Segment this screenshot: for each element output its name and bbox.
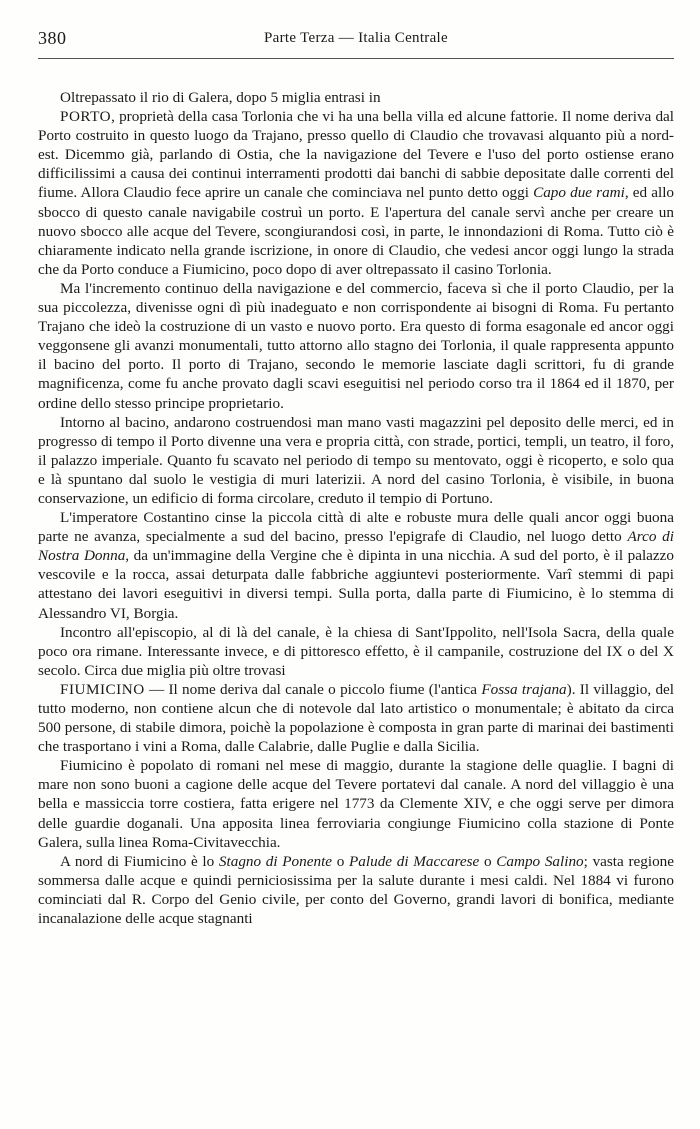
paragraph-trajano	[38, 279, 674, 413]
paragraph-text: Ma l'incremento continuo della navigazione e del commercio, faceva sì che il porto Claudio, per la sua piccolezza, divenisse ogni dì più inadeguato e non corrispondente ai bisogni di Roma. Fu pertanto Trajano che ideò la costruzione di un vasto e nuovo porto. Era questo di forma esagonale ed ancor oggi veggonsene gli avanzi monumentali, tutto attorno allo stagno dei Torlonia, il quale rappresenta appunto il bacino del porto. Il porto di Trajano, secondo le memorie lasciate dagli scrittori, fu di grande magnificenza, come fu anche provato dagli scavi eseguitisi nel periodo corso tra il 1864 ed il 1870, per ordine dello stesso principe proprietario.	[38, 279, 674, 412]
paragraph-text: , proprietà della casa Torlonia che vi ha una bella villa ed alcune fattorie. Il nome deriva dal Porto costruito in questo luogo da Trajano, presso quello di Claudio che trovavasi alquanto più a nord-est. Dicemmo già, parlando di Ostia, che la navigazione del Tevere e l'uso del porto ostiense erano difficilissimi a causa dei continui interramenti prodotti dai banchi di sabbie depositate dalle correnti del fiume. Allora Claudio fece aprire un canale che cominciava nel punto detto oggi	[38, 108, 674, 202]
italic-term: Arco di Nostra Donna	[38, 528, 674, 565]
running-head	[38, 28, 674, 52]
paragraph-text: ). Il villaggio, del tutto moderno, non contiene alcun che di notevole dal lato artistico o monumentale; è abitato da circa 500 persone, di stabile dimora, poichè la popolazione è composta in gran parte di marinai dei bastimenti che trasportano i vini a Roma, dalle Calabrie, dalle Puglie e dalla Sicilia.	[38, 680, 675, 756]
paragraph-text: Intorno al bacino, andarono costruendosi man mano vasti magazzini pel deposito delle merci, ed in progresso di tempo il Porto divenne una vera e propria città, con strade, portici, templi, un teatro, il foro, il palazzo imperiale. Quanto fu scavato nel periodo di tempo su mentovato, oggi è ricoperto, e solo qua e là spuntano dal suolo le vestigia di muri laterizii. A nord del casino Torlonia, è visibile, in buona conservazione, un edificio di forma circolare, creduto il tempio di Portuno.	[38, 413, 674, 507]
paragraph-porto	[38, 107, 674, 279]
paragraph-episcopio	[38, 623, 674, 680]
italic-term: Stagno di Ponente	[218, 852, 333, 870]
paragraph-costantino	[38, 508, 674, 623]
paragraph-text: , da un'immagine della Vergine che è dipinta in una nicchia. A sud del porto, è il palazzo vescovile e la rocca, assai deturpata dalle fabbriche aggiuntevi posteriormente. Varî stemmi di papi attestano dei lavori eseguitivi in diversi tempi. Sulla porta, dalla parte di Fiumicino, è lo stemma di Alessandro VI, Borgia.	[38, 547, 674, 622]
paragraph-text: — Il nome deriva dal canale o piccolo fiume (l'antica	[144, 680, 482, 698]
page-number: 380	[38, 28, 67, 48]
header-rule	[38, 58, 674, 59]
section-heading-porto: PORTO	[60, 108, 112, 126]
paragraph-text: Incontro all'episcopio, al di là del canale, è la chiesa di Sant'Ippolito, nell'Isola Sacra, della quale poco ora rimane. Interessante invece, e di pittoresco effetto, è il campanile, costruzione del IX o del X secolo. Circa due miglia più oltre trovasi	[38, 623, 674, 679]
paragraph-bacino	[38, 413, 674, 508]
paragraph-text: o	[479, 852, 497, 870]
paragraph-text: , ed allo sbocco di questo canale navigabile costruì un porto. E l'apertura del canale servì anche per creare un nuovo sbocco alle acque del Tevere, scongiurandosi così, in parte, le innondazioni di Roma. Tutto ciò è chiaramente indicato nella grande iscrizione, in onore di Claudio, che vedesi ancor oggi lungo la strada che da Porto conduce a Fiumicino, poco dopo di aver oltrepassato il casino Torlonia.	[38, 184, 675, 278]
running-head-title: Parte Terza — Italia Centrale	[264, 30, 448, 46]
paragraph-stagno	[38, 852, 674, 928]
italic-term: Campo Salino	[496, 852, 584, 870]
section-heading-fiumicino: FIUMICINO	[60, 680, 145, 698]
italic-term: Palude di Maccarese	[349, 852, 480, 870]
italic-term: Fossa trajana	[481, 680, 567, 698]
paragraph-text: o	[332, 852, 350, 870]
intro-line	[38, 88, 674, 107]
paragraph-text: L'imperatore Costantino cinse la piccola città di alte e robuste mura delle quali ancor oggi buona parte ne avanza, specialmente a sud del bacino, presso l'epigrafe di Claudio, nel luogo detto	[38, 509, 674, 546]
italic-term: Capo due rami	[533, 184, 625, 202]
paragraph-text: ; vasta regione sommersa dalle acque e quindi perniciosissima per la salute durante i mesi caldi. Nel 1884 vi furono cominciati dal R. Corpo del Genio civile, per conto del Governo, grandi lavori di bonifica, mediante incanalazione delle acque stagnanti	[38, 852, 674, 928]
body-text	[38, 88, 674, 928]
paragraph-text: Fiumicino è popolato di romani nel mese di maggio, durante la stagione delle quaglie. I bagni di mare non sono buoni a cagione delle acque del Tevere portatevi dal canale. A nord del villaggio è una bella e massiccia torre costiera, fatta erigere nel 1773 da Clemente XIV, e che oggi serve per dimora delle guardie doganali. Una apposita linea ferroviaria congiunge Fiumicino colla stazione di Ponte Galera, sulla linea Roma-Civitavecchia.	[38, 757, 674, 851]
intro-line-text: Oltrepassato il rio di Galera, dopo 5 miglia entrasi in	[60, 89, 381, 106]
paragraph-text: A nord di Fiumicino è lo	[60, 852, 219, 870]
paragraph-quaglie	[38, 756, 674, 851]
paragraph-fiumicino	[38, 680, 674, 756]
